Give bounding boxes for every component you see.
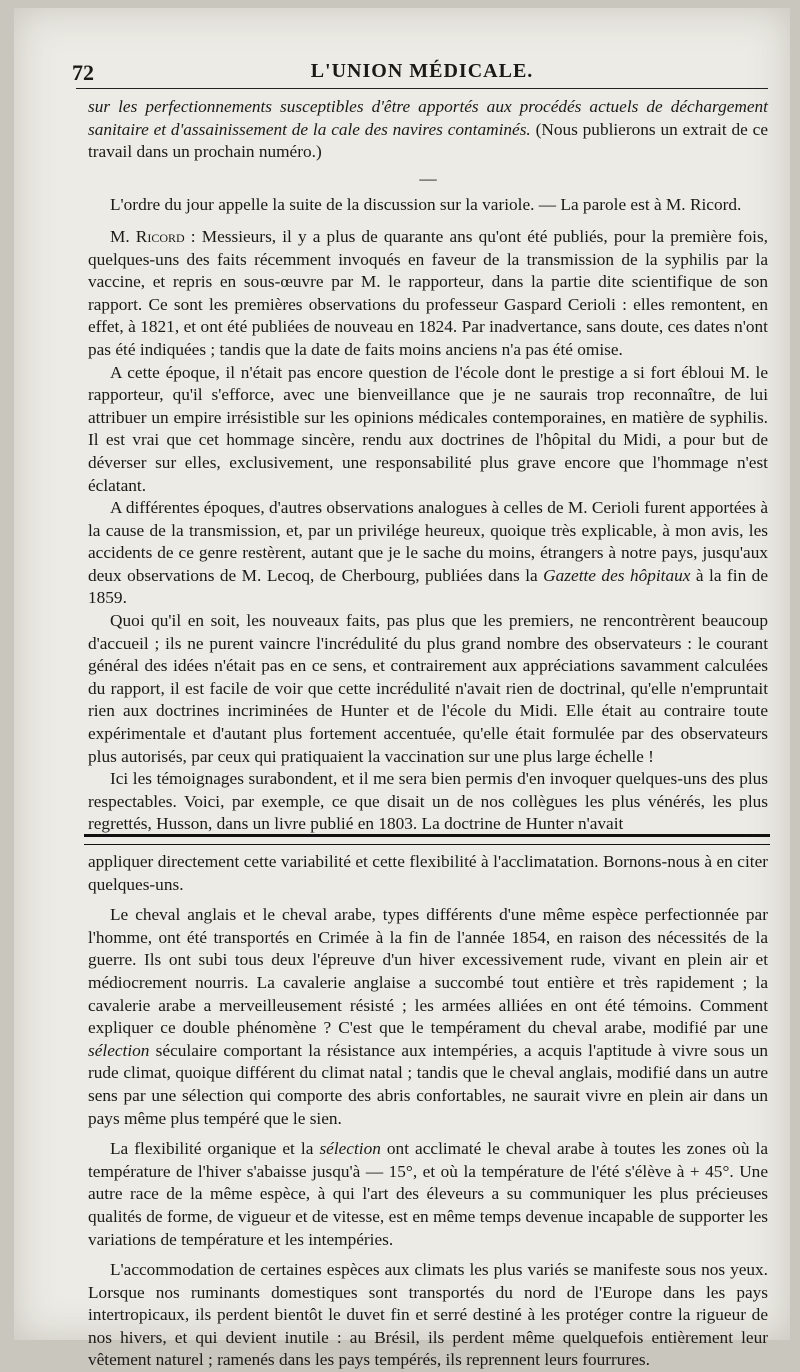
gazette-title: Gazette des hôpitaux <box>543 565 691 585</box>
intro-paragraph <box>88 96 768 164</box>
page-number: 72 <box>72 60 94 85</box>
cheval-text-a: Le cheval anglais et le cheval arabe, types différents d'une même espèce perfectionnée par l'homme, ont été transportés en Crimée à la fin de l'année 1854, en raison des nécessités de la guerre. Ils ont subi tous deux l'épreuve d'un hiver excessivement rude, vivant en plein air et médiocrement nourris. La cavalerie anglaise a succombé tout entière et très rapidement ; la cavalerie arabe a merveilleusement résisté ; les armées alliées en ont été témoins. Comment expliquer ce double phénomène ? C'est que le tempérament du cheval arabe, modifié par une <box>88 905 768 1038</box>
ricord-paragraph <box>88 226 768 362</box>
appliquer-paragraph: appliquer directement cette variabilité et cette flexibilité à l'acclimatation. Bornons-nous à en citer quelques-uns. <box>88 852 768 894</box>
running-header <box>72 58 772 86</box>
cheval-text-b: séculaire comportant la résistance aux intempéries, a acquis l'aptitude à vivre sous un rude climat, quoique différent du climat natal ; tandis que le cheval anglais, modifié dans un autre sens par une sélection qui comporte des abris confortables, ne saurait vivre en plein air dans un pays même plus tempéré que le sien. <box>88 1040 768 1128</box>
section-dash: — <box>419 168 437 188</box>
newspaper-page <box>14 8 790 1370</box>
intro-italic: sur les perfectionnements susceptibles d'être apportés aux procédés actuels de déchargement sanitaire et d'assainissement de la cale des navires contaminés. <box>88 97 768 139</box>
epoque-paragraph: A cette époque, il n'était pas encore question de l'école dont le prestige a si fort ébloui M. le rapporteur, qu'il s'efforce, avec une bienveillance que je ne saurais trop reconnaître, de lui attribuer un empire irrésistible sur les opinions médicales contemporaines, en matière de syphilis. Il est vrai que cet hommage sincère, rendu aux doctrines de l'hôpital du Midi, a pour but de déverser sur elles, exclusivement, une responsabilité plus grave encore que l'hommage n'est éclatant. <box>88 362 768 495</box>
flex-text-b: ont acclimaté le cheval arabe à toutes les zones où la température de l'hiver s'abaisse jusqu'à — 15°, et où la température de l'été s'élève à + 45°. Une autre race de la même espèce, à qui l'art des éleveurs a su communiquer les plus précieuses qualités de forme, de vigueur et de vitesse, est en même temps devenue incapable de supporter les variations de température et les intempéries. <box>88 1139 768 1249</box>
differentes-text-a: A différentes époques, d'autres observations analogues à celles de M. Cerioli furent apportées à la cause de la transmission, et, par un privilége heureux, quoique très explicable, à mon avis, les accidents de ce genre restèrent, autant que je le sache du moins, étrangers à notre pays, jusqu'aux deux observations de M. Lecoq, de Cherbourg, publiées dans la <box>88 498 768 585</box>
flex-italic: sélection <box>319 1139 381 1159</box>
ricord-text: Messieurs, il y a plus de quarante ans qu'ont été publiés, pour la première fois, quelques-uns des faits récemment invoqués en faveur de la transmission de la syphilis par la vaccine, et repris en sous-œuvre par M. le rapporteur, dans la partie dite scientifique de son rapport. Ce sont les premières observations du professeur Gaspard Cerioli : elles remontent, en effet, à 1821, et ont été publiées de nouveau en 1824. Par inadvertance, sans doute, ces dates n'ont pas été indiquées ; tandis que la date de faits moins anciens n'a pas été omise. <box>88 226 768 359</box>
section-divider <box>84 834 770 845</box>
bottom-column <box>88 851 768 1372</box>
differentes-paragraph <box>88 497 768 610</box>
quoi-paragraph: Quoi qu'il en soit, les nouveaux faits, pas plus que les premiers, ne rencontrèrent beaucoup d'accueil ; ils ne purent vaincre l'incrédulité du plus grand nombre des observateurs : le courant général des idées n'était pas en ce sens, et contrairement aux appréciations savamment calculées du rapport, il est facile de voir que cette incrédulité n'avait rien de doctrinal, qu'elle n'empruntait rien aux doctrines incriminées de Hunter et de l'école du Midi. Elle était au contraire toute expérimentale et d'autant plus fortement accentuée, qu'elle était formulée par des observateurs plus autorisés, par ceux qui pratiquaient la vaccination sur une plus large échelle ! <box>88 611 768 766</box>
order-paragraph: L'ordre du jour appelle la suite de la discussion sur la variole. — La parole est à M. Ricord. <box>110 195 742 215</box>
ici-paragraph: Ici les témoignages surabondent, et il me sera bien permis d'en invoquer quelques-uns des plus respectables. Voici, par exemple, ce que disait un de nos collègues les plus vénérés, les plus regrettés, Husson, dans un livre publié en 1803. La doctrine de Hunter n'avait <box>88 769 768 834</box>
flex-text-a: La flexibilité organique et la <box>110 1139 320 1159</box>
accommodation-paragraph: L'accommodation de certaines espèces aux climats les plus variés se manifeste sous nos yeux. Lorsque nos ruminants domestiques sont transportés du nord de l'Europe dans les pays intertropicaux, ils perdent bientôt le duvet fin et serré destiné à les protéger contre la rigueur de nos hivers, et qui devient inutile : au Brésil, ils perdent même quelquefois entièrement leur vêtement naturel ; ramenés dans les pays tempérés, ils reprennent leurs fourrures. <box>88 1260 768 1370</box>
cheval-paragraph <box>88 904 768 1130</box>
speaker-name: M. Ricord : <box>110 226 196 246</box>
header-rule <box>76 88 768 89</box>
intro-rest: (Nous publierons un extrait de ce travail dans un prochain numéro.) <box>88 119 768 162</box>
top-column <box>88 96 768 836</box>
differentes-text-b: à la fin de 1859. <box>88 565 768 608</box>
cheval-italic: sélection <box>88 1040 150 1060</box>
flexibilite-paragraph <box>88 1138 768 1251</box>
journal-title: L'UNION MÉDICALE. <box>310 60 534 82</box>
